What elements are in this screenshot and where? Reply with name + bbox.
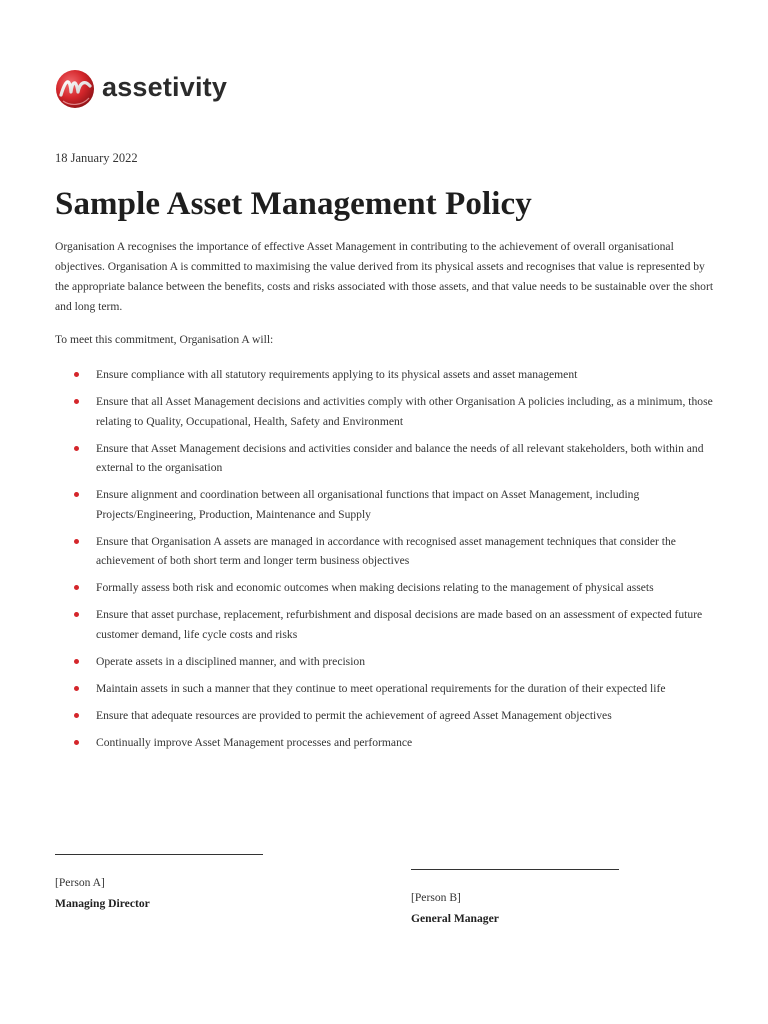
document-title: Sample Asset Management Policy [55,186,532,222]
bullet-icon [74,539,79,544]
signature-line [55,854,263,855]
list-item [72,733,722,753]
list-item [72,439,722,478]
list-item [72,706,722,726]
bullet-icon [74,399,79,404]
signatory-name: [Person A] [55,876,105,889]
document-date: 18 January 2022 [55,151,138,165]
bullet-icon [74,612,79,617]
commitment-list [72,365,722,760]
list-item-text: Operate assets in a disciplined manner, and with precision [96,654,366,668]
brand-wordmark: assetivity [102,71,228,102]
signature-block-a [55,854,263,913]
list-item [72,679,722,699]
bullet-icon [74,372,79,377]
signatory-role: General Manager [411,912,499,925]
list-item [72,485,722,524]
bullet-icon [74,492,79,497]
brand-logo [54,68,227,110]
list-item [72,578,722,598]
bullet-icon [74,585,79,590]
bullet-icon [74,686,79,691]
bullet-icon [74,446,79,451]
list-item-text: Formally assess both risk and economic outcomes when making decisions relating to the management of physical assets [96,581,654,594]
list-item-text: Ensure that asset purchase, replacement, refurbishment and disposal decisions are made based on an assessment of expected future customer demand, life cycle costs and risks [96,608,703,641]
list-item [72,532,722,571]
list-item-text: Ensure that Asset Management decisions and activities consider and balance the needs of all relevant stakeholders, both within and external to the organisation [96,441,704,474]
signature-block-b [411,869,619,928]
intro-paragraph: Organisation A recognises the importance of effective Asset Management in contributing to the achievement of overall organisational objectives. Organisation A is committed to maximising the value derived from its physical assets and recognises that value is represented by the appropriate balance between the benefits, costs and risks associated with those assets, and that value needs to be sustainable over the short and long term. [55,240,714,313]
list-item-text: Ensure that adequate resources are provided to permit the achievement of agreed Asset Management objectives [96,708,612,722]
list-item-text: Continually improve Asset Management processes and performance [96,735,413,749]
signature-line [411,869,619,870]
list-item [72,605,722,644]
list-item-text: Maintain assets in such a manner that they continue to meet operational requirements for the duration of their expected life [96,681,666,695]
list-item [72,392,722,431]
assetivity-swirl-icon [54,68,96,110]
commitment-lead: To meet this commitment, Organisation A will: [55,333,274,346]
list-item-text: Ensure alignment and coordination between all organisational functions that impact on Asset Management, including Projects/Engineering, Production, Maintenance and Supply [96,488,640,521]
list-item-text: Ensure that Organisation A assets are managed in accordance with recognised asset management techniques that consider the achievement of both short term and longer term business objectives [96,534,676,567]
signatory-name: [Person B] [411,891,461,904]
list-item-text: Ensure compliance with all statutory requirements applying to its physical assets and asset management [96,368,578,381]
list-item-text: Ensure that all Asset Management decisions and activities comply with other Organisation A policies including, as a minimum, those relating to Quality, Occupational, Health, Safety and Environment [96,395,713,428]
list-item [72,652,722,672]
signatory-role: Managing Director [55,897,150,910]
list-item [72,365,722,385]
bullet-icon [74,740,79,745]
bullet-icon [74,713,79,718]
bullet-icon [74,659,79,664]
